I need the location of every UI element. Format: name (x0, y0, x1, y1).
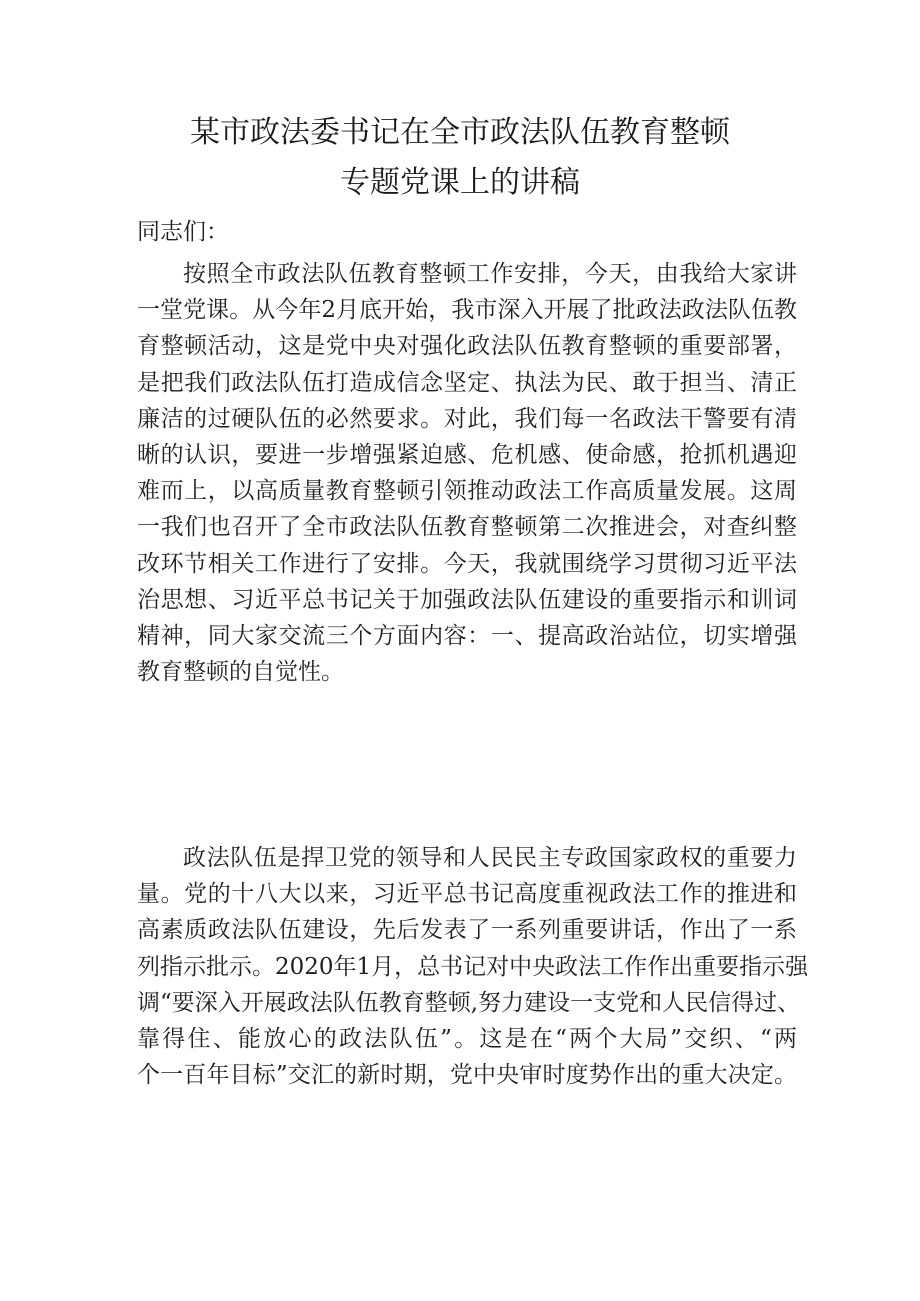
paragraph-line: 个一百年目标”交汇的新时期，党中央审时度势作出的重大决定。 (137, 1062, 797, 1089)
paragraph-line: 难而上，以高质量教育整顿引领推动政法工作高质量发展。这周 (137, 478, 797, 505)
paragraph-line: 精神，同大家交流三个方面内容：一、提高政治站位，切实增强 (137, 622, 797, 649)
paragraph-line: 靠得住、能放心的政法队伍”。这是在“两个大局”交织、“两 (137, 1025, 797, 1052)
salutation: 同志们： (137, 219, 229, 245)
paragraph-line: 高素质政法队伍建设，先后发表了一系列重要讲话，作出了一系 (137, 917, 797, 944)
document-title-line-2: 专题党课上的讲稿 (340, 165, 580, 200)
document-title-line-1: 某市政法委书记在全市政法队伍教育整顿 (190, 115, 730, 150)
paragraph-line: 是把我们政法队伍打造成信念坚定、执法为民、敢于担当、清正 (137, 369, 797, 396)
paragraph-line: 廉洁的过硬队伍的必然要求。对此，我们每一名政法干警要有清 (137, 405, 797, 432)
paragraph-line: 政法队伍是捍卫党的领导和人民民主专政国家政权的重要力 (183, 845, 797, 871)
paragraph-line: 治思想、习近平总书记关于加强政法队伍建设的重要指示和训词 (137, 586, 797, 613)
paragraph-2 (137, 840, 809, 1093)
paragraph-line: 调“要深入开展政法队伍教育整顿,努力建设一支党和人民信得过、 (137, 989, 801, 1016)
paragraph-line: 一我们也召开了全市政法队伍教育整顿第二次推进会，对查纠整 (137, 514, 797, 541)
paragraph-line: 育整顿活动，这是党中央对强化政法队伍教育整顿的重要部署， (137, 333, 797, 360)
paragraph-1 (137, 256, 797, 690)
paragraph-line: 教育整顿的自觉性。 (137, 659, 344, 686)
paragraph-line: 列指示批示。2020年1月，总书记对中央政法工作作出重要指示强 (137, 953, 809, 980)
paragraph-line: 量。党的十八大以来，习近平总书记高度重视政法工作的推进和 (137, 881, 797, 908)
paragraph-line: 一堂党课。从今年2月底开始，我市深入开展了批政法政法队伍教 (137, 297, 797, 324)
paragraph-line: 晰的认识，要进一步增强紧迫感、危机感、使命感，抢抓机遇迎 (137, 441, 797, 468)
paragraph-line: 改环节相关工作进行了安排。今天，我就围绕学习贯彻习近平法 (137, 550, 797, 577)
paragraph-line: 按照全市政法队伍教育整顿工作安排，今天，由我给大家讲 (183, 261, 797, 287)
